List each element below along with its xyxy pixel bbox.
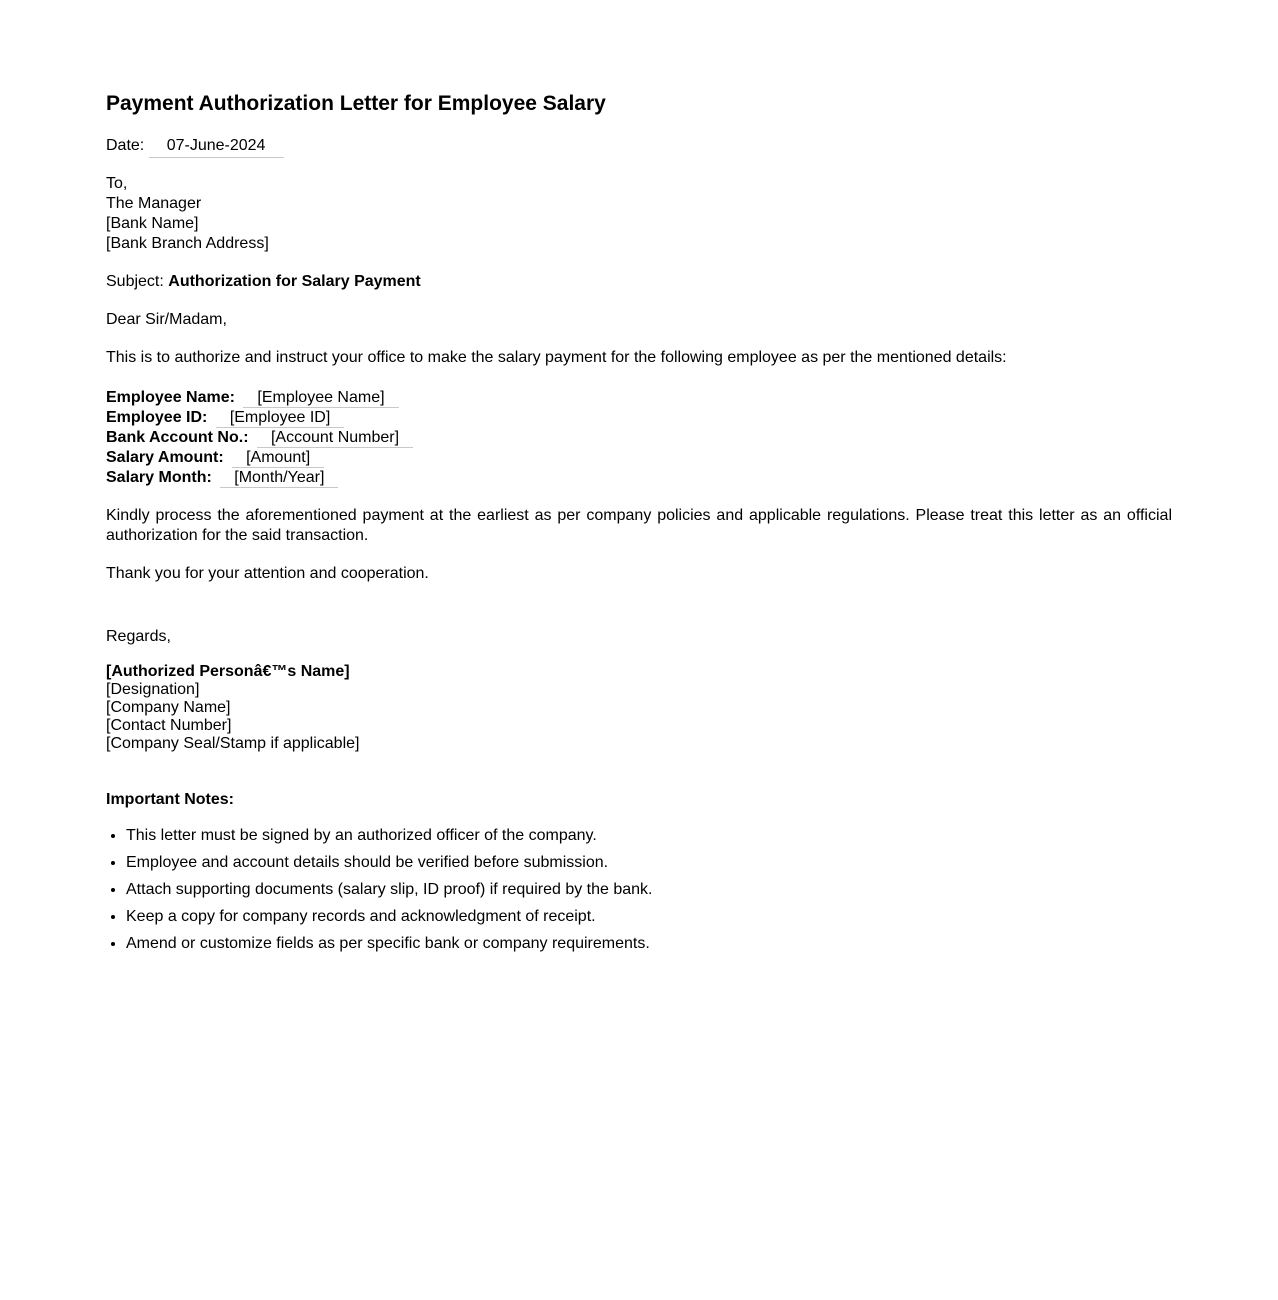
detail-value: [Account Number]: [257, 428, 413, 448]
signatory-company: [Company Name]: [106, 699, 231, 716]
employee-details: [106, 388, 1172, 488]
detail-label: Salary Month:: [106, 469, 212, 486]
detail-label: Employee ID:: [106, 409, 208, 426]
list-item: • Attach supporting documents (salary slip, ID proof) if required by the bank.: [126, 880, 1172, 900]
signatory-seal: [Company Seal/Stamp if applicable]: [106, 735, 360, 752]
signatory-designation: [Designation]: [106, 681, 200, 698]
detail-row-salary-month: [106, 468, 1172, 488]
signature-block: [106, 663, 1172, 753]
detail-label: Salary Amount:: [106, 449, 224, 466]
thanks-line: Thank you for your attention and cooperation.: [106, 565, 429, 582]
recipient-branch-address: [Bank Branch Address]: [106, 235, 269, 252]
regards-line: Regards,: [106, 628, 171, 645]
list-item: • Amend or customize fields as per specific bank or company requirements.: [126, 934, 1172, 954]
recipient-line: The Manager: [106, 195, 202, 212]
detail-value: [Amount]: [232, 448, 324, 468]
notes-heading: Important Notes:: [106, 791, 234, 808]
subject-line: [106, 272, 1172, 292]
detail-value: [Employee ID]: [216, 408, 344, 428]
list-item: • This letter must be signed by an authorized officer of the company.: [126, 826, 1172, 846]
body-paragraph: Kindly process the aforementioned payment at the earliest as per company policies and applicable regulations. Please treat this letter as an official authorization for the said transaction.: [106, 507, 1172, 544]
salutation: Dear Sir/Madam,: [106, 311, 227, 328]
detail-label: Bank Account No.:: [106, 429, 249, 446]
recipient-bank-name: [Bank Name]: [106, 215, 199, 232]
letter-content: [106, 90, 1172, 961]
date-value: 07-June-2024: [149, 136, 285, 158]
signatory-contact: [Contact Number]: [106, 717, 232, 734]
subject-text: Authorization for Salary Payment: [168, 273, 421, 290]
detail-row-employee-id: [106, 408, 1172, 428]
recipient-address: [106, 174, 1172, 254]
detail-label: Employee Name:: [106, 389, 235, 406]
detail-row-salary-amount: [106, 448, 1172, 468]
intro-paragraph: This is to authorize and instruct your office to make the salary payment for the following employee as per the mentioned details:: [106, 349, 1007, 366]
date-label: Date:: [106, 137, 145, 154]
list-item: • Employee and account details should be verified before submission.: [126, 853, 1172, 873]
notes-list: [106, 826, 1172, 954]
list-item: • Keep a copy for company records and acknowledgment of receipt.: [126, 907, 1172, 927]
subject-label: Subject:: [106, 273, 164, 290]
date-line: [106, 136, 1172, 158]
detail-row-employee-name: [106, 388, 1172, 408]
detail-value: [Month/Year]: [220, 468, 338, 488]
detail-row-account-number: [106, 428, 1172, 448]
detail-value: [Employee Name]: [243, 388, 398, 408]
document-title: Payment Authorization Letter for Employee Salary: [106, 92, 606, 115]
signatory-name: [Authorized Personâ€™s Name]: [106, 663, 350, 680]
recipient-to: To,: [106, 175, 128, 192]
